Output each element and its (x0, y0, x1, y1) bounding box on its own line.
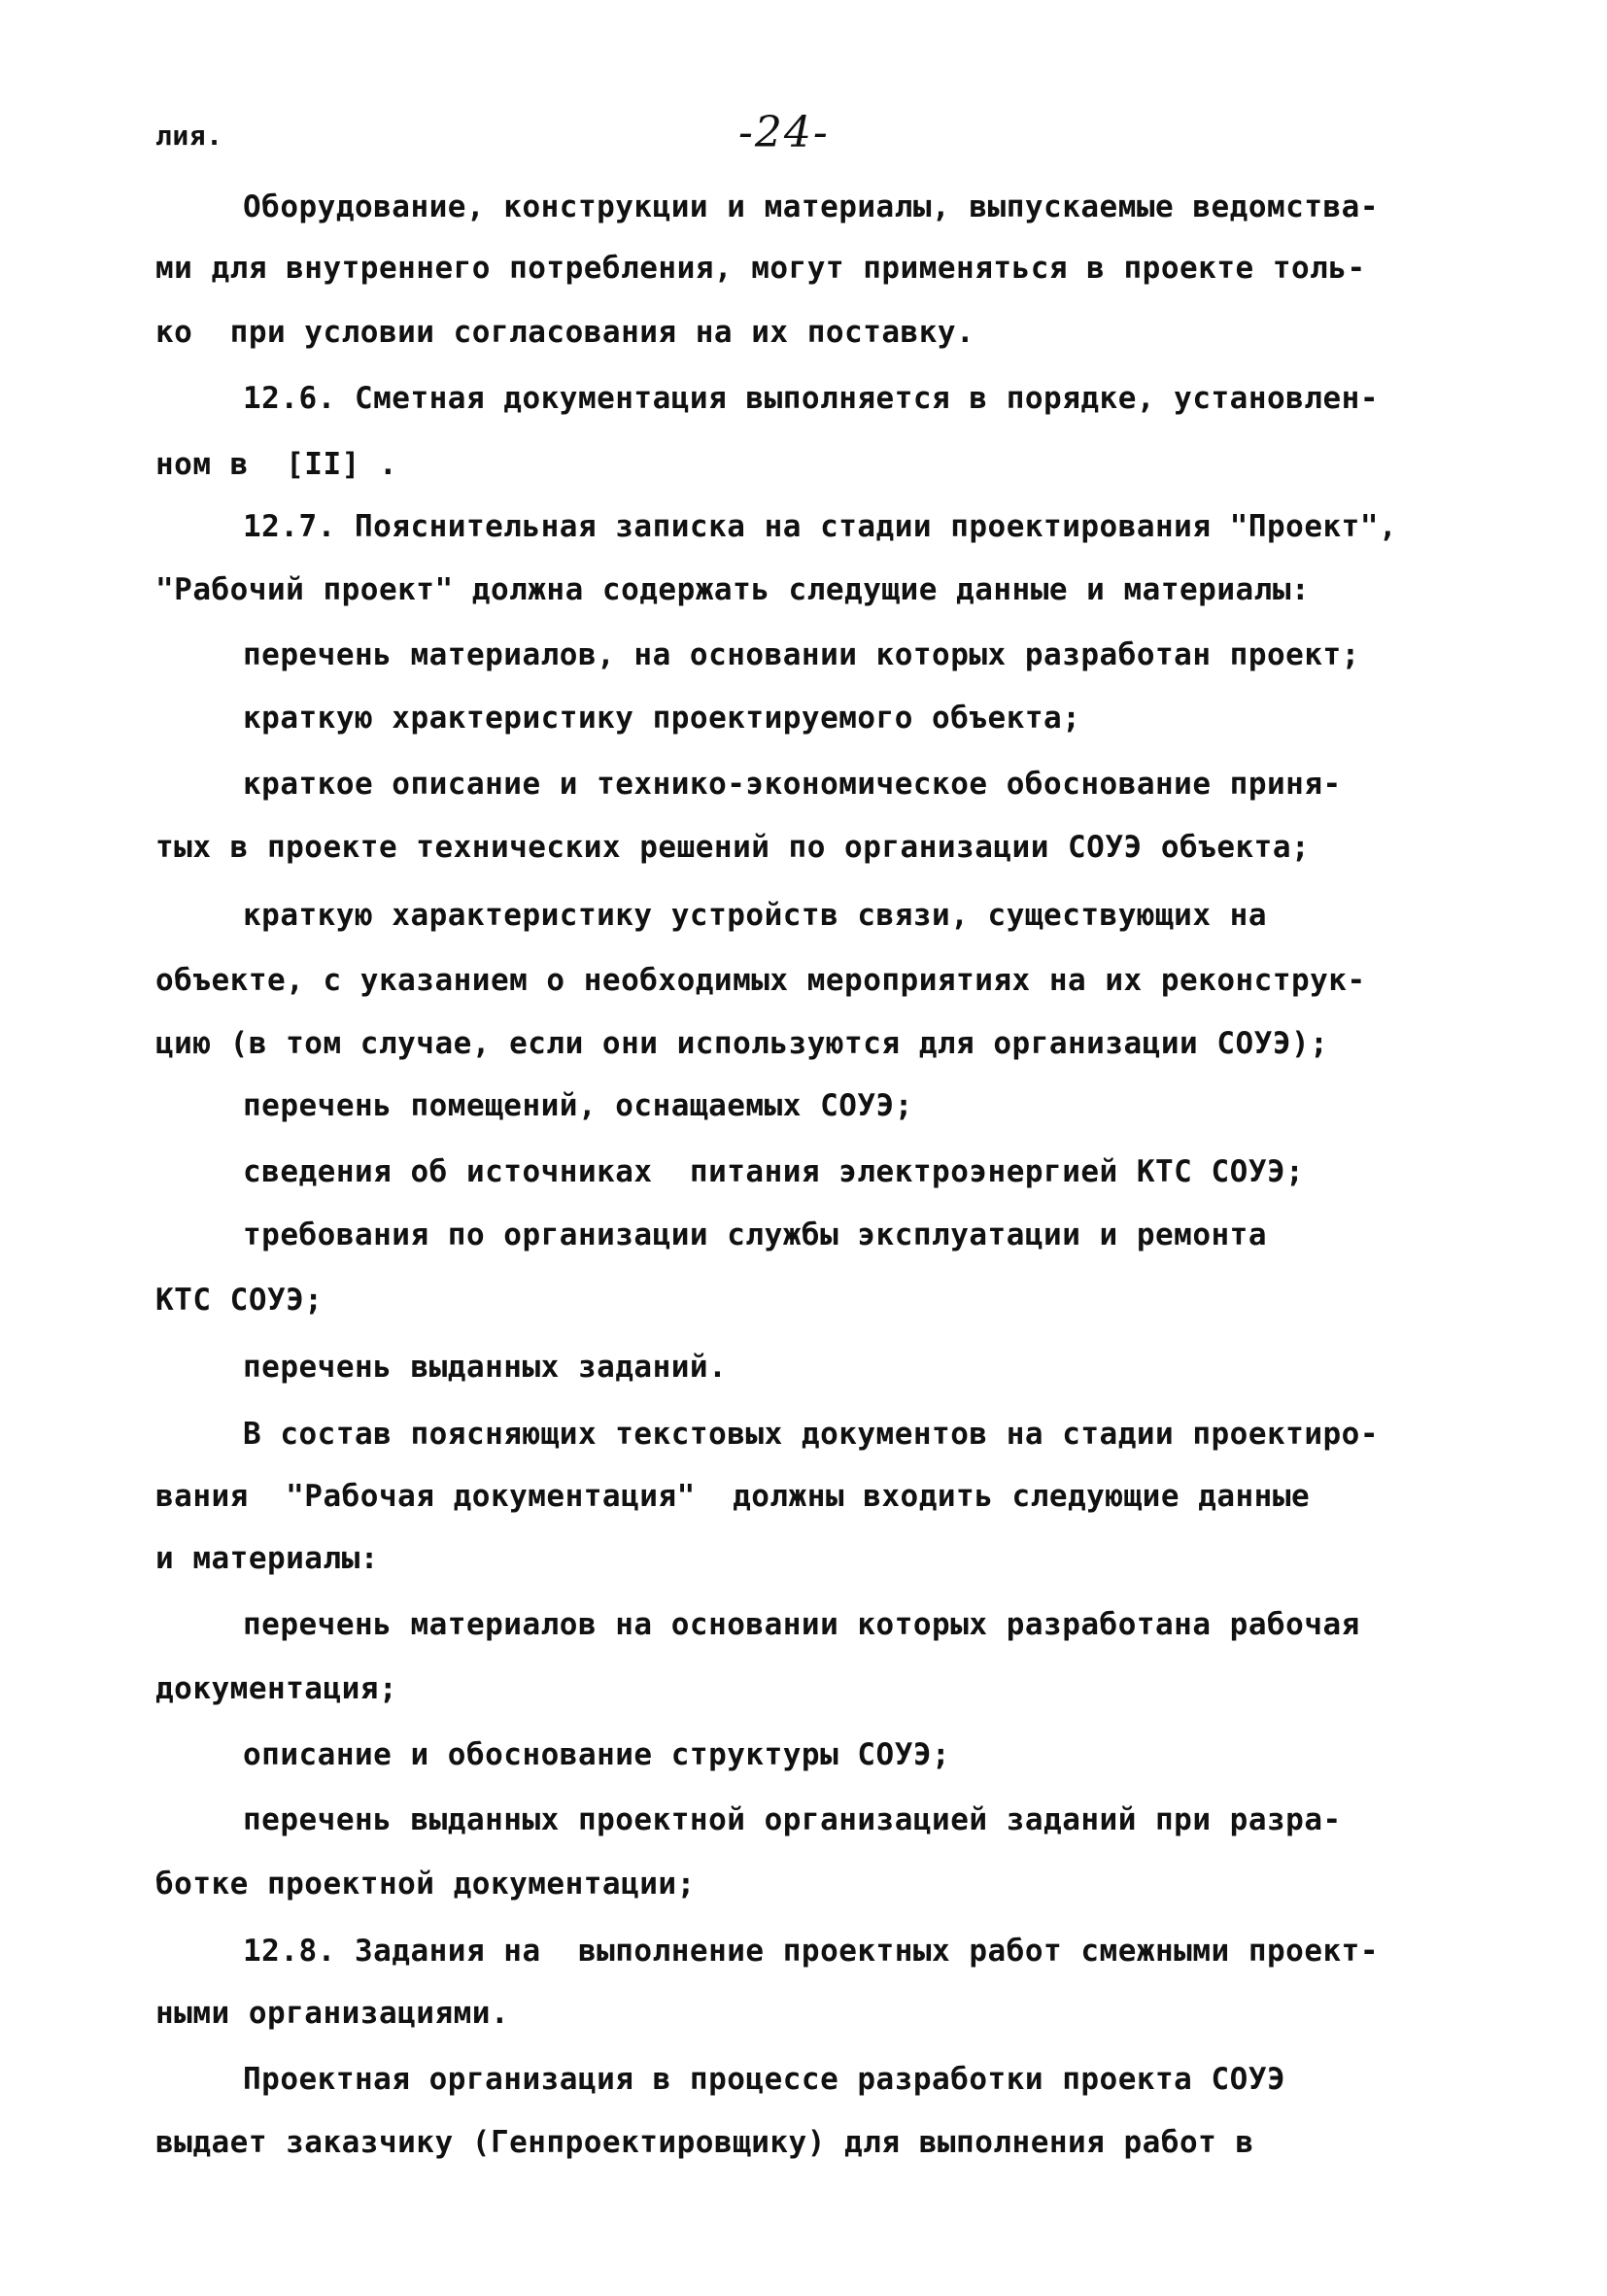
text-line: 12.7. Пояснительная записка на стадии проектирования "Проект", (243, 509, 1398, 544)
text-line: "Рабочий проект" должна содержать следущие данные и материалы: (155, 572, 1311, 607)
text-line: краткую характеристику устройств связи, существующих на (243, 898, 1267, 933)
text-line: требования по организации службы эксплуатации и ремонта (243, 1217, 1267, 1252)
text-line: цию (в том случае, если они используются для организации СОУЭ); (155, 1026, 1329, 1061)
text-line: перечень материалов, на основании которых разработан проект; (243, 637, 1360, 672)
text-line: объекте, с указанием о необходимых мероприятиях на их реконструк- (155, 963, 1366, 998)
text-line: описание и обоснование структуры СОУЭ; (243, 1737, 951, 1772)
text-line: В состав поясняющих текстовых документов на стадии проектиро- (243, 1417, 1379, 1452)
text-line: перечень помещений, оснащаемых СОУЭ; (243, 1088, 913, 1123)
text-line: тых в проекте технических решений по организации СОУЭ объекта; (155, 830, 1311, 865)
text-line: ными организациями. (155, 1996, 510, 2031)
text-line: лия. (155, 120, 223, 152)
text-line: ко при условии согласования на их поставку. (155, 315, 975, 350)
text-line: ботке проектной документации; (155, 1867, 696, 1902)
text-line: документация; (155, 1671, 398, 1706)
page-number: -24- (738, 108, 830, 157)
text-line: перечень выданных проектной организацией заданий при разра- (243, 1802, 1342, 1837)
text-line: Оборудование, конструкции и материалы, выпускаемые ведомства- (243, 189, 1379, 224)
text-line: Проектная организация в процессе разработки проекта СОУЭ (243, 2062, 1286, 2097)
text-line: и материалы: (155, 1541, 379, 1576)
text-line: сведения об источниках питания электроэнергией КТС СОУЭ; (243, 1154, 1305, 1189)
text-line: КТС СОУЭ; (155, 1283, 324, 1318)
text-line: краткую храктеристику проектируемого объекта; (243, 701, 1081, 736)
text-line: ми для внутреннего потребления, могут применяться в проекте толь- (155, 251, 1366, 286)
text-line: вания "Рабочая документация" должны входить следующие данные (155, 1479, 1311, 1514)
text-line: перечень материалов на основании которых разработана рабочая (243, 1607, 1360, 1642)
text-line: выдает заказчику (Генпроектировщику) для выполнения работ в (155, 2125, 1254, 2160)
text-line: краткое описание и технико-экономическое обоснование приня- (243, 767, 1342, 802)
text-line: 12.6. Сметная документация выполняется в порядке, установлен- (243, 381, 1379, 416)
text-line: ном в [II] . (155, 447, 398, 482)
text-line: перечень выданных заданий. (243, 1350, 728, 1385)
text-line: 12.8. Задания на выполнение проектных работ смежными проект- (243, 1934, 1379, 1969)
